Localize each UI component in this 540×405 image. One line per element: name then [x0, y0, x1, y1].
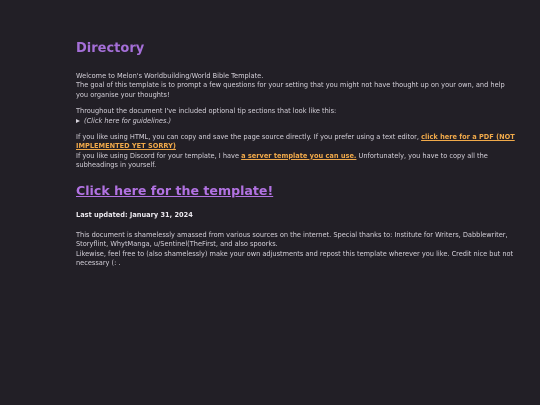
- intro-paragraph: [76, 72, 516, 100]
- discord-template-link[interactable]: a server template you can use.: [241, 151, 357, 160]
- credits-reuse: Likewise, feel free to (also shamelessly) make your own adjustments and repost this template wherever you like. Credit nice but not necessary (: .: [76, 249, 514, 268]
- tips-intro: Throughout the document I've included optional tip sections that look like this:: [76, 107, 337, 116]
- tip-details-toggle[interactable]: [76, 117, 516, 126]
- last-updated: Last updated: January 31, 2024: [76, 210, 193, 219]
- disclosure-triangle-icon[interactable]: [76, 119, 80, 123]
- html-note-text: If you like using HTML, you can copy and save the page source directly. If you prefer using a text editor,: [76, 133, 422, 142]
- document-content: [76, 40, 516, 269]
- page-title: Directory: [76, 41, 145, 56]
- pdf-link[interactable]: click here for a PDF (NOT IMPLEMENTED YET SORRY): [76, 133, 515, 151]
- intro-welcome: Welcome to Melon's Worldbuilding/World Bible Template.: [76, 72, 264, 80]
- discord-note-after: Unfortunately, you have to copy all the subheadings in yourself.: [76, 151, 488, 170]
- credits-paragraph: [76, 231, 516, 269]
- credits-thanks: This document is shamelessly amassed from various sources on the internet. Special thanks to: Institute for Writers, Dabblewriter, Storyflint, WhytManga, u/Sentinel(TheFirst, and also spoorks.: [76, 231, 508, 249]
- intro-goal: The goal of this template is to prompt a few questions for your setting that you might not have thought up on your own, and help you organise your thoughts!: [76, 81, 505, 99]
- discord-note-text: If you like using Discord for your template, I have: [76, 151, 242, 160]
- tip-summary[interactable]: (Click here for guidelines.): [84, 116, 172, 125]
- html-note: [76, 133, 516, 171]
- template-link[interactable]: Click here for the template!: [76, 182, 274, 198]
